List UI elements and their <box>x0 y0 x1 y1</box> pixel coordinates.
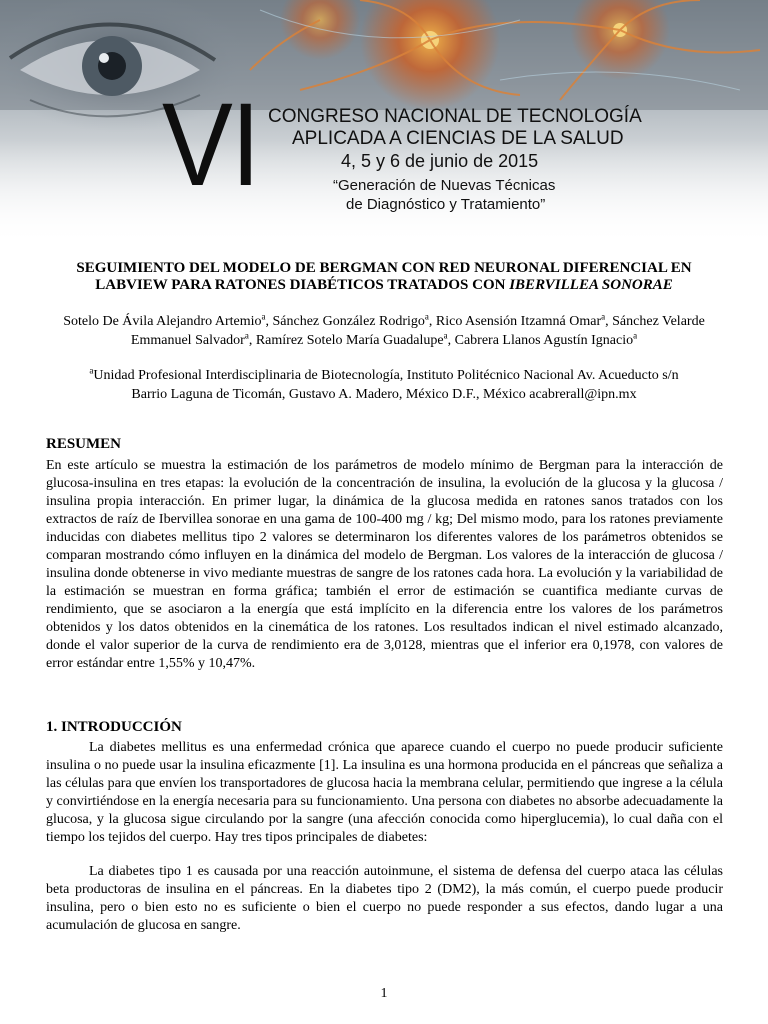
introduction-paragraph-1: La diabetes mellitus es una enfermedad crónica que aparece cuando el cuerpo no puede producir suficiente insulina o no puede usar la insulina eficazmente [1]. La insulina es una hormona producida en el páncreas que señaliza a las células para que envíen los transportadores de glucosa hacia la membrana celular, permitiendo que ingrese a la célula y convirtiéndose en la energía necesaria para su funcionamiento. Una persona con diabetes no absorbe adecuadamente la glucosa, y la glucosa sigue circulando por la sangre (una afección conocida como hiperglucemia), lo cual daña con el tiempo los tejidos del cuerpo. Hay tres tipos principales de diabetes: <box>46 740 723 845</box>
abstract-text: En este artículo se muestra la estimación de los parámetros de modelo mínimo de Bergman para la interacción de glucosa-insulina en tres etapas: la evolución de la concentración de insulina, la evolución de la glucosa y la glucosa / insulina propia interacción. En primer lugar, la dinámica de la glucosa medida en ratones sanos tratados con los extractos de raíz de Ibervillea sonorae en una gama de 100-400 mg / kg; Del mismo modo, para los ratones previamente inducidas con diabetes mellitus tipo 2 valores se determinaron los diferentes valores de los parámetros obtenidos se comparan mostrando cómo influyen en la dinámica del modelo de Bergman. Los valores de la interacción de glucosa / insulina donde obtenerse in vivo mediante muestras de sangre de los ratones cada hora. La evolución y la variabilidad de la estimación se muestran en forma gráfica; también el error de estimación se cuantifica mediante curvas de rendimiento, que se asociaron a la energía que está implícito en la diferencia entre los valores de los parámetros obtenidos y los datos obtenidos en la cinemática de los ratones. Los resultados indican el nivel estimado alcanzado, donde el valor superior de la curva de rendimiento era de 3,0128, mientras que el inferior era 0,1978, con valores de error estándar entre 1,55% y 10,47%. <box>46 458 723 671</box>
author: Sánchez Velarde Emmanuel Salvador <box>130 314 705 348</box>
author: Rico Asensión Itzamná Omar <box>435 314 602 329</box>
congress-slogan-line1: “Generación de Nuevas Técnicas <box>333 177 556 194</box>
affiliation-mark: a <box>601 311 606 322</box>
affiliation-mark: a <box>261 311 266 322</box>
congress-name-line2: APLICADA A CIENCIAS DE LA SALUD <box>292 128 624 149</box>
introduction-paragraph-2: La diabetes tipo 1 es causada por una reacción autoinmune, el sistema de defensa del cuerpo ataca las células beta productoras de insulina en el páncreas. En la diabetes tipo 2 (DM2), la más común, el cuerpo puede producir insulina, pero o bien esto no es suficiente o bien el cuerpo no puede responder a sus efectos, dando lugar a una acumulación de glucosa en sangre. <box>46 864 723 933</box>
congress-slogan-line2: de Diagnóstico y Tratamiento” <box>346 196 546 213</box>
introduction-heading: 1. INTRODUCCIÓN <box>46 719 182 735</box>
paper-title-line2-text: LABVIEW PARA RATONES DIABÉTICOS TRATADOS CON <box>95 277 510 293</box>
paper-title <box>40 260 728 294</box>
affiliation <box>40 366 728 404</box>
author: Sánchez González Rodrigo <box>272 314 425 329</box>
paper-title-line2 <box>40 277 728 294</box>
edition-numeral: VI <box>162 79 259 211</box>
congress-dates: 4, 5 y 6 de junio de 2015 <box>341 151 539 171</box>
affiliation-line1-text: Unidad Profesional Interdisciplinaria de Biotecnología, Instituto Politécnico Nacional Av. Acueducto s/n <box>93 368 679 383</box>
page-number: 1 <box>380 986 388 1001</box>
affiliation-mark: a <box>633 330 638 341</box>
affiliation-mark: a <box>244 330 249 341</box>
conference-banner <box>0 0 768 246</box>
author: Cabrera Llanos Agustín Ignacio <box>454 333 634 348</box>
author-list: Sotelo De Ávila Alejandro Artemio$^a$, Sánchez González Rodrigo$^a$, Rico Asensión Itzamná Omar$^a$, Sánchez Velarde Emmanuel Salvador$^a$, Ramírez Sotelo María Guadalupe$^a$, Cabrera Llanos Agustín Ignacio$^a$ <box>63 311 705 348</box>
affiliation-line2: Barrio Laguna de Ticomán, Gustavo A. Madero, México D.F., México acabrerall@ipn.mx <box>131 387 637 402</box>
author: Sotelo De Ávila Alejandro Artemio <box>63 314 262 329</box>
congress-name-line1: CONGRESO NACIONAL DE TECNOLOGÍA <box>268 106 642 127</box>
affiliation-mark: a <box>424 311 429 322</box>
paper-title-line1: SEGUIMIENTO DEL MODELO DE BERGMAN CON RED NEURONAL DIFERENCIAL EN <box>76 260 692 276</box>
affiliation-mark: a <box>89 365 94 376</box>
paper-title-species: IBERVILLEA SONORAE <box>509 277 673 293</box>
affiliation-line1 <box>40 366 728 385</box>
author: Ramírez Sotelo María Guadalupe <box>255 333 444 348</box>
abstract-heading: RESUMEN <box>46 436 122 452</box>
affiliation-mark: a <box>443 330 448 341</box>
